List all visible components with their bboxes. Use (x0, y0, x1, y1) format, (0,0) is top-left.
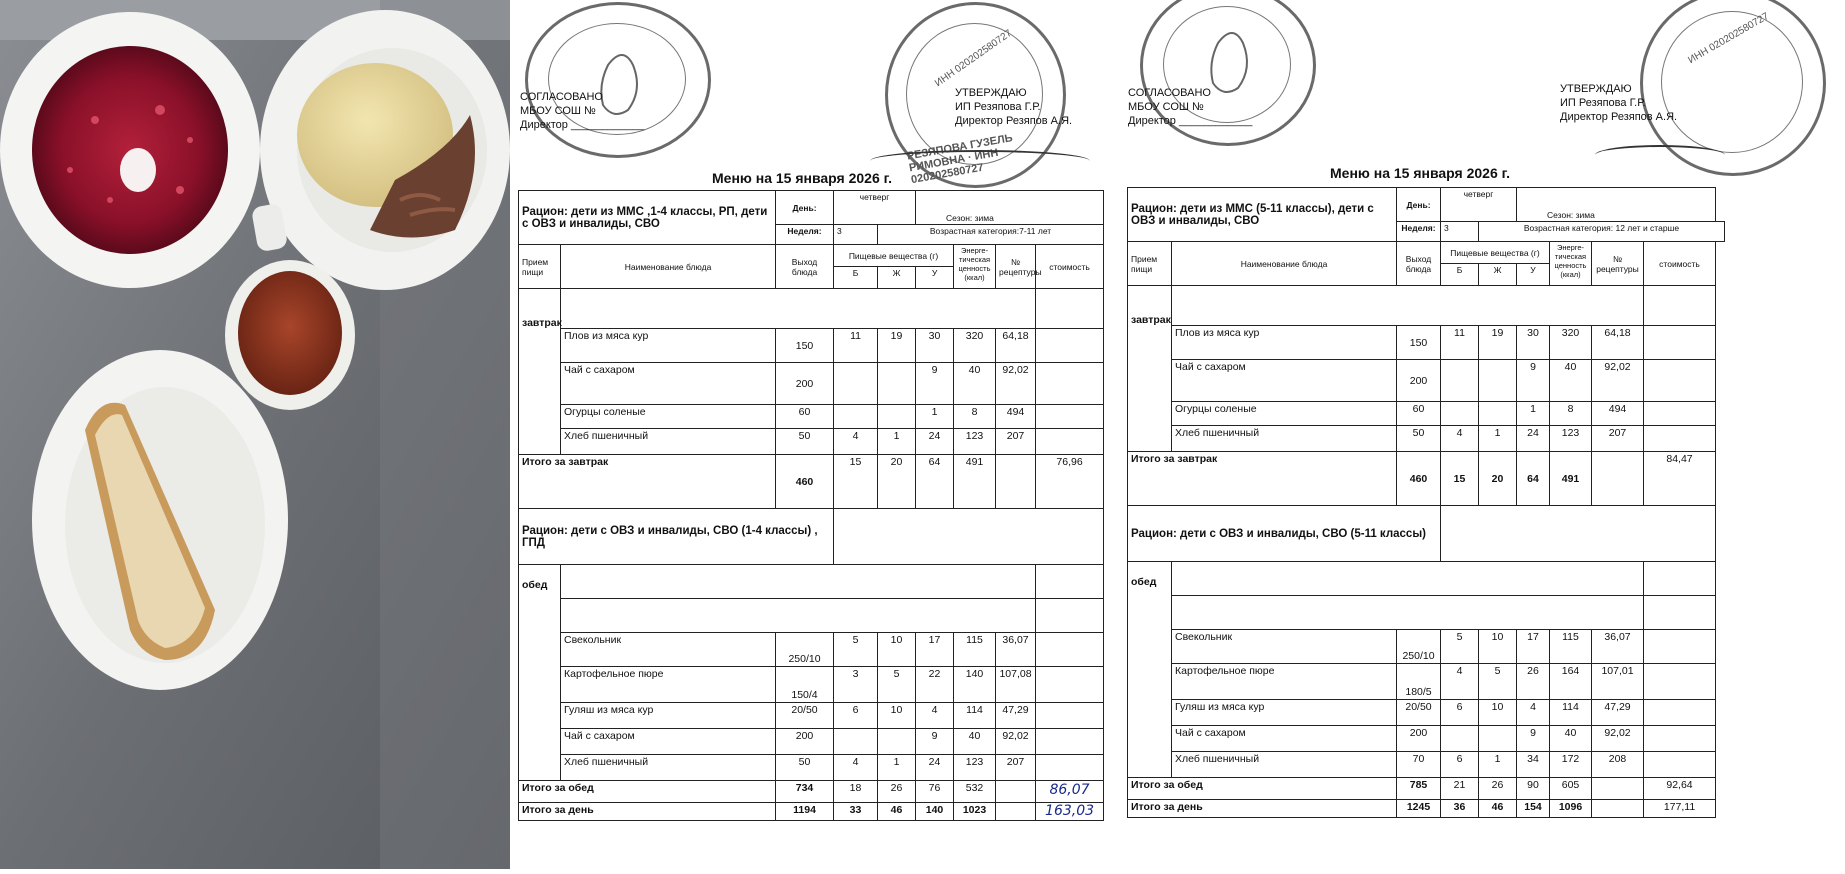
dish-output: 50 (776, 429, 834, 455)
ration2-title: Рацион: дети с ОВЗ и инвалиды, СВО (5-11 классы) (1128, 506, 1441, 562)
dish-carb: 22 (916, 667, 954, 703)
dish-fat: 19 (878, 329, 916, 363)
dish-protein: 4 (834, 429, 878, 455)
agreed-label: СОГЛАСОВАНО (1128, 87, 1211, 99)
dish-output: 200 (776, 363, 834, 405)
table-row (519, 405, 1104, 429)
dish-name: Свекольник (561, 633, 776, 667)
menu-table (518, 190, 1104, 821)
dish-name: Гуляш из мяса кур (1172, 700, 1397, 726)
dish-output: 150 (776, 329, 834, 363)
handwritten-cost: 163,03 (1036, 803, 1104, 821)
dish-cost (1036, 703, 1104, 729)
dish-cost (1644, 752, 1716, 778)
dish-name: Огурцы соленые (1172, 402, 1397, 426)
dish-recipe: 47,29 (1592, 700, 1644, 726)
dish-output: 250/10 (776, 633, 834, 667)
cost-header: стоимость (1644, 242, 1716, 286)
dish-cost (1036, 329, 1104, 363)
dish-output: 200 (1397, 360, 1441, 402)
dish-fat: 5 (878, 667, 916, 703)
dish-output: 60 (776, 405, 834, 429)
nutrients-header: Пищевые вещества (г) (834, 245, 954, 267)
day-total-row (519, 803, 1104, 821)
total-output: 734 (776, 781, 834, 803)
dish-output: 70 (1397, 752, 1441, 778)
dish-recipe: 107,08 (996, 667, 1036, 703)
total-carb: 64 (1517, 452, 1550, 506)
dish-fat: 10 (1479, 700, 1517, 726)
ip-label: ИП Резяпова Г.Р. (955, 101, 1041, 113)
table-row (1128, 360, 1725, 402)
total-output: 460 (1397, 452, 1441, 506)
total-kcal: 1096 (1550, 800, 1592, 818)
dish-carb: 26 (1517, 664, 1550, 700)
age-category: Возрастная категория: 12 лет и старше (1479, 222, 1725, 242)
dish-fat (878, 363, 916, 405)
dish-header: Наименование блюда (1172, 242, 1397, 286)
dish-name: Плов из мяса кур (561, 329, 776, 363)
dish-kcal: 40 (954, 729, 996, 755)
total-fat: 20 (1479, 452, 1517, 506)
dish-name: Картофельное пюре (1172, 664, 1397, 700)
dish-fat (1479, 360, 1517, 402)
ration-title: Рацион: дети из ММС (5-11 классы), дети с ОВЗ и инвалиды, СВО (1128, 188, 1397, 242)
dish-name: Картофельное пюре (561, 667, 776, 703)
table-row (1128, 630, 1725, 664)
stamp-inn-text: ИНН 020202580727 (933, 27, 1015, 90)
dish-output: 60 (1397, 402, 1441, 426)
dish-fat: 10 (878, 633, 916, 667)
energy-header: Энерге-тическая ценность (ккал) (954, 245, 996, 289)
dish-recipe: 92,02 (996, 363, 1036, 405)
ration-title: Рацион: дети из ММС ,1-4 классы, РП, дети с ОВЗ и инвалиды, СВО (519, 191, 776, 245)
dish-output: 150 (1397, 326, 1441, 360)
total-protein: 33 (834, 803, 878, 821)
week-value: 3 (1441, 222, 1479, 242)
dish-fat: 5 (1479, 664, 1517, 700)
dish-carb: 4 (916, 703, 954, 729)
season-value: Сезон: зима (916, 191, 1104, 225)
dish-name: Хлеб пшеничный (1172, 752, 1397, 778)
dish-header: Наименование блюда (561, 245, 776, 289)
dish-kcal: 123 (1550, 426, 1592, 452)
dish-carb: 17 (1517, 630, 1550, 664)
dish-carb: 1 (916, 405, 954, 429)
dish-cost (1644, 630, 1716, 664)
dish-fat: 1 (878, 429, 916, 455)
meal-photo (0, 0, 510, 869)
breakfast-label: завтрак (1128, 286, 1172, 452)
dish-protein (1441, 726, 1479, 752)
total-kcal: 491 (954, 455, 996, 509)
total-fat: 26 (878, 781, 916, 803)
dish-output: 50 (1397, 426, 1441, 452)
fat-header: Ж (878, 267, 916, 289)
total-protein: 21 (1441, 778, 1479, 800)
dish-carb: 9 (1517, 726, 1550, 752)
approved-block (955, 86, 1072, 128)
total-protein: 18 (834, 781, 878, 803)
dish-cost (1036, 363, 1104, 405)
dish-kcal: 115 (954, 633, 996, 667)
stamp-inn-text: ИНН 020202580727 (1686, 10, 1771, 67)
dish-recipe: 208 (1592, 752, 1644, 778)
dish-kcal: 123 (954, 755, 996, 781)
dish-kcal: 164 (1550, 664, 1592, 700)
dish-protein (834, 405, 878, 429)
dish-fat: 10 (878, 703, 916, 729)
total-cost: 84,47 (1644, 452, 1716, 506)
protein-header: Б (834, 267, 878, 289)
menu-title: Меню на 15 января 2026 г. (712, 170, 892, 186)
dish-protein: 6 (1441, 700, 1479, 726)
dish-recipe: 494 (996, 405, 1036, 429)
dish-fat: 1 (878, 755, 916, 781)
dish-cost (1644, 700, 1716, 726)
total-label: Итого за завтрак (1128, 452, 1397, 506)
dish-fat (878, 405, 916, 429)
dish-recipe: 36,07 (1592, 630, 1644, 664)
total-output: 1245 (1397, 800, 1441, 818)
table-row (1128, 402, 1725, 426)
dish-output: 50 (776, 755, 834, 781)
dish-cost (1644, 402, 1716, 426)
total-carb: 154 (1517, 800, 1550, 818)
dish-cost (1036, 405, 1104, 429)
season-value: Сезон: зима (1517, 188, 1716, 222)
school-stamp (525, 2, 711, 158)
dish-recipe: 494 (1592, 402, 1644, 426)
dish-name: Хлеб пшеничный (1172, 426, 1397, 452)
dish-cost (1036, 633, 1104, 667)
dish-recipe: 207 (996, 429, 1036, 455)
dish-protein (1441, 360, 1479, 402)
dish-carb: 9 (916, 363, 954, 405)
dish-output: 200 (776, 729, 834, 755)
school-label: МБОУ СОШ № (1128, 101, 1204, 113)
table-row (519, 667, 1104, 703)
dish-name: Чай с сахаром (561, 729, 776, 755)
menu-title: Меню на 15 января 2026 г. (1330, 165, 1510, 181)
total-protein: 36 (1441, 800, 1479, 818)
day-value: четверг (1441, 188, 1517, 222)
dish-protein (834, 729, 878, 755)
dish-fat (878, 729, 916, 755)
table-row (519, 429, 1104, 455)
dish-carb: 4 (1517, 700, 1550, 726)
table-row (519, 363, 1104, 405)
protein-header: Б (1441, 264, 1479, 286)
dish-protein: 3 (834, 667, 878, 703)
dish-fat: 1 (1479, 426, 1517, 452)
dish-name: Огурцы соленые (561, 405, 776, 429)
dish-recipe: 207 (1592, 426, 1644, 452)
total-kcal: 491 (1550, 452, 1592, 506)
dish-protein: 4 (1441, 426, 1479, 452)
dish-name: Плов из мяса кур (1172, 326, 1397, 360)
day-label: День: (776, 191, 834, 225)
ration2-title: Рацион: дети с ОВЗ и инвалиды, СВО (1-4 классы) , ГПД (519, 509, 834, 565)
table-row (1128, 664, 1725, 700)
dish-cost (1036, 667, 1104, 703)
output-header: Выход блюда (776, 245, 834, 289)
dish-recipe: 64,18 (996, 329, 1036, 363)
dish-cost (1036, 729, 1104, 755)
table-row (1128, 726, 1725, 752)
dish-fat (1479, 726, 1517, 752)
dish-carb: 1 (1517, 402, 1550, 426)
signature (1595, 145, 1725, 165)
recipe-header: № рецептуры (996, 245, 1036, 289)
cost-header: стоимость (1036, 245, 1104, 289)
total-cost: 76,96 (1036, 455, 1104, 509)
week-value: 3 (834, 225, 878, 245)
age-category: Возрастная категория:7-11 лет (878, 225, 1104, 245)
lunch-total-row (519, 781, 1104, 803)
table-row (519, 755, 1104, 781)
dish-name: Свекольник (1172, 630, 1397, 664)
breakfast-label: завтрак (519, 289, 561, 455)
director-name: Директор Резяпов А.Я. (955, 115, 1073, 127)
dish-cost (1644, 326, 1716, 360)
dish-fat: 1 (1479, 752, 1517, 778)
dish-protein (1441, 402, 1479, 426)
dish-kcal: 114 (954, 703, 996, 729)
dish-kcal: 140 (954, 667, 996, 703)
stamp-name-text: РЕЗЯПОВА ГУЗЕЛЬ РИМОВНА · ИНН 020202580727 (906, 132, 1014, 187)
dish-name: Чай с сахаром (1172, 726, 1397, 752)
dish-output: 20/50 (776, 703, 834, 729)
dish-kcal: 172 (1550, 752, 1592, 778)
meal-header: Прием пищи (519, 245, 561, 289)
dish-protein: 11 (834, 329, 878, 363)
table-row (1128, 752, 1725, 778)
ip-label: ИП Резяпова Г.Р. (1560, 97, 1646, 109)
breakfast-total-row (519, 455, 1104, 509)
dish-name: Хлеб пшеничный (561, 755, 776, 781)
dish-fat: 19 (1479, 326, 1517, 360)
approved-label: УТВЕРЖДАЮ (1560, 83, 1632, 95)
dish-kcal: 320 (954, 329, 996, 363)
menu-table (1127, 187, 1725, 818)
week-label: Неделя: (776, 225, 834, 245)
dish-carb: 30 (916, 329, 954, 363)
dish-kcal: 8 (954, 405, 996, 429)
total-output: 1194 (776, 803, 834, 821)
total-label: Итого за день (519, 803, 776, 821)
total-fat: 20 (878, 455, 916, 509)
total-carb: 90 (1517, 778, 1550, 800)
handwritten-cost: 86,07 (1036, 781, 1104, 803)
total-cost: 177,11 (1644, 800, 1716, 818)
agreed-block (1128, 86, 1252, 128)
total-carb: 64 (916, 455, 954, 509)
dish-protein: 5 (834, 633, 878, 667)
total-fat: 46 (1479, 800, 1517, 818)
table-row (519, 633, 1104, 667)
energy-header: Энерге-тическая ценность (ккал) (1550, 242, 1592, 286)
nutrients-header: Пищевые вещества (г) (1441, 242, 1550, 264)
dish-name: Чай с сахаром (561, 363, 776, 405)
dish-kcal: 40 (1550, 726, 1592, 752)
dish-carb: 9 (1517, 360, 1550, 402)
day-value: четверг (834, 191, 916, 225)
dish-recipe: 47,29 (996, 703, 1036, 729)
dish-protein: 6 (834, 703, 878, 729)
carb-header: У (1517, 264, 1550, 286)
dish-protein: 5 (1441, 630, 1479, 664)
dish-cost (1036, 755, 1104, 781)
dish-carb: 24 (916, 429, 954, 455)
dish-kcal: 40 (954, 363, 996, 405)
agreed-label: СОГЛАСОВАНО (520, 91, 603, 103)
total-kcal: 605 (1550, 778, 1592, 800)
dish-output: 250/10 (1397, 630, 1441, 664)
dish-recipe: 64,18 (1592, 326, 1644, 360)
dish-recipe: 92,02 (1592, 360, 1644, 402)
dish-name: Гуляш из мяса кур (561, 703, 776, 729)
agreed-block (520, 90, 644, 132)
dish-recipe: 92,02 (996, 729, 1036, 755)
fat-header: Ж (1479, 264, 1517, 286)
table-row (1128, 700, 1725, 726)
table-row (519, 703, 1104, 729)
total-label: Итого за завтрак (519, 455, 776, 509)
total-label: Итого за день (1128, 800, 1397, 818)
total-protein: 15 (1441, 452, 1479, 506)
meal-photo-illustration (0, 0, 510, 869)
director-line: Директор ____________ (1128, 115, 1253, 127)
bird-emblem-icon (528, 5, 708, 155)
dish-cost (1036, 429, 1104, 455)
dish-name: Чай с сахаром (1172, 360, 1397, 402)
dish-kcal: 320 (1550, 326, 1592, 360)
total-carb: 140 (916, 803, 954, 821)
dish-name: Хлеб пшеничный (561, 429, 776, 455)
dish-carb: 30 (1517, 326, 1550, 360)
dish-kcal: 40 (1550, 360, 1592, 402)
total-kcal: 1023 (954, 803, 996, 821)
dish-recipe: 92,02 (1592, 726, 1644, 752)
dish-output: 200 (1397, 726, 1441, 752)
menu-document-2 (1125, 0, 1771, 869)
approved-block (1560, 82, 1677, 124)
dish-output: 20/50 (1397, 700, 1441, 726)
dish-fat (1479, 402, 1517, 426)
lunch-label: обед (519, 565, 561, 781)
approved-label: УТВЕРЖДАЮ (955, 87, 1027, 99)
breakfast-total-row (1128, 452, 1725, 506)
table-row (1128, 426, 1725, 452)
table-row (519, 329, 1104, 363)
total-protein: 15 (834, 455, 878, 509)
dish-protein: 4 (834, 755, 878, 781)
dish-kcal: 8 (1550, 402, 1592, 426)
total-fat: 26 (1479, 778, 1517, 800)
dish-protein: 6 (1441, 752, 1479, 778)
dish-protein: 4 (1441, 664, 1479, 700)
dish-kcal: 114 (1550, 700, 1592, 726)
total-label: Итого за обед (1128, 778, 1397, 800)
lunch-total-row (1128, 778, 1725, 800)
total-cost: 92,64 (1644, 778, 1716, 800)
dish-kcal: 115 (1550, 630, 1592, 664)
dish-carb: 24 (916, 755, 954, 781)
dish-protein: 11 (1441, 326, 1479, 360)
director-name: Директор Резяпов А.Я. (1560, 111, 1678, 123)
day-total-row (1128, 800, 1725, 818)
dish-recipe: 207 (996, 755, 1036, 781)
total-label: Итого за обед (519, 781, 776, 803)
lunch-label: обед (1128, 562, 1172, 778)
school-label: МБОУ СОШ № (520, 105, 596, 117)
menu-document-1 (515, 0, 1110, 869)
dish-recipe: 36,07 (996, 633, 1036, 667)
dish-cost (1644, 426, 1716, 452)
dish-kcal: 123 (954, 429, 996, 455)
recipe-header: № рецептуры (1592, 242, 1644, 286)
dish-cost (1644, 664, 1716, 700)
dish-protein (834, 363, 878, 405)
dish-carb: 17 (916, 633, 954, 667)
total-output: 785 (1397, 778, 1441, 800)
total-fat: 46 (878, 803, 916, 821)
output-header: Выход блюда (1397, 242, 1441, 286)
dish-cost (1644, 360, 1716, 402)
dish-recipe: 107,01 (1592, 664, 1644, 700)
dish-carb: 34 (1517, 752, 1550, 778)
dish-cost (1644, 726, 1716, 752)
table-row (1128, 326, 1725, 360)
meal-header: Прием пищи (1128, 242, 1172, 286)
signature (870, 150, 1090, 172)
dish-output: 180/5 (1397, 664, 1441, 700)
dish-fat: 10 (1479, 630, 1517, 664)
dish-carb: 24 (1517, 426, 1550, 452)
dish-carb: 9 (916, 729, 954, 755)
total-output: 460 (776, 455, 834, 509)
carb-header: У (916, 267, 954, 289)
dish-output: 150/4 (776, 667, 834, 703)
total-kcal: 532 (954, 781, 996, 803)
director-line: Директор ____________ (520, 119, 645, 131)
day-label: День: (1397, 188, 1441, 222)
total-carb: 76 (916, 781, 954, 803)
table-row (519, 729, 1104, 755)
week-label: Неделя: (1397, 222, 1441, 242)
